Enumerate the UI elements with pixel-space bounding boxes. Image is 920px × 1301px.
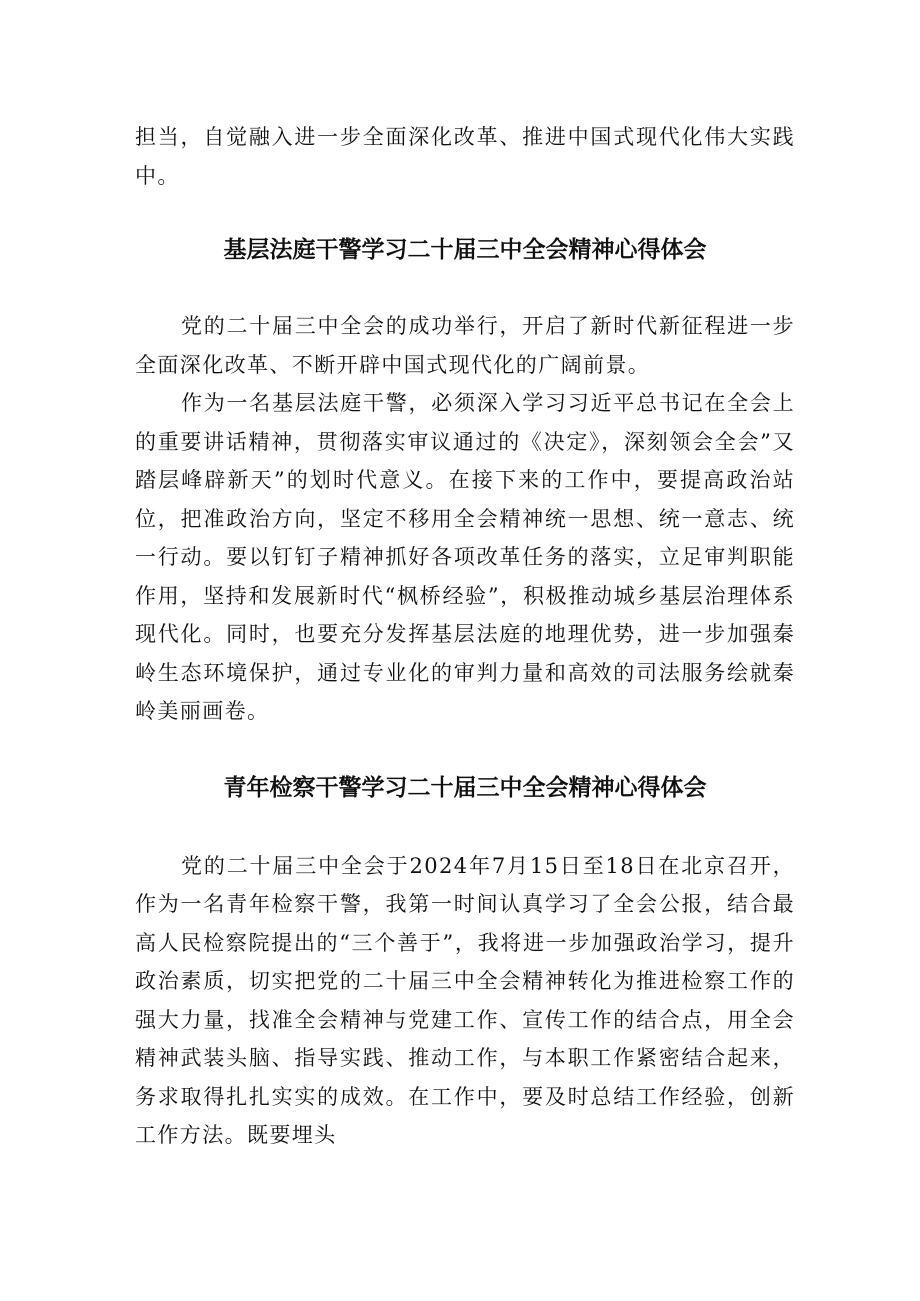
section2-paragraph-1: 党的二十届三中全会于2024年7月15日至18日在北京召开，作为一名青年检察干警，我第一时间认真学习了全会公报，结合最高人民检察院提出的“三个善于”，我将进一步加强政治学习，提升政治素质，切实把党的二十届三中全会精神转化为推进检察工作的强大力量，找准全会精神与党建工作、宣传工作的结合点，用全会精神武装头脑、指导实践、推动工作，与本职工作紧密结合起来，务求取得扎扎实实的成效。在工作中，要及时总结工作经验，创新工作方法。既要埋头 [135, 853, 795, 1147]
section-title-procuratorate-police: 青年检察干警学习二十届三中全会精神心得体会 [223, 774, 707, 801]
section1-paragraph-2: 作为一名基层法庭干警，必须深入学习习近平总书记在全会上的重要讲话精神，贯彻落实审议通过的《决定》，深刻领会全会”又踏层峰辟新天”的划时代意义。在接下来的工作中，要提高政治站位，把准政治方向，坚定不移用全会精神统一思想、统一意志、统一行动。要以钉钉子精神抓好各项改革任务的落实，立足审判职能作用，坚持和发展新时代“枫桥经验”，积极推动城乡基层治理体系现代化。同时，也要充分发挥基层法庭的地理优势，进一步加强秦岭生态环境保护，通过专业化的审判力量和高效的司法服务绘就秦岭美丽画卷。 [135, 391, 795, 723]
continuation-paragraph: 担当，自觉融入进一步全面深化改革、推进中国式现代化伟大实践中。 [135, 125, 795, 188]
section1-paragraph-1: 党的二十届三中全会的成功举行，开启了新时代新征程进一步全面深化改革、不断开辟中国式现代化的广阔前景。 [135, 314, 795, 377]
section-title-court-police: 基层法庭干警学习二十届三中全会精神心得体会 [223, 237, 707, 263]
document-body [135, 118, 795, 1155]
